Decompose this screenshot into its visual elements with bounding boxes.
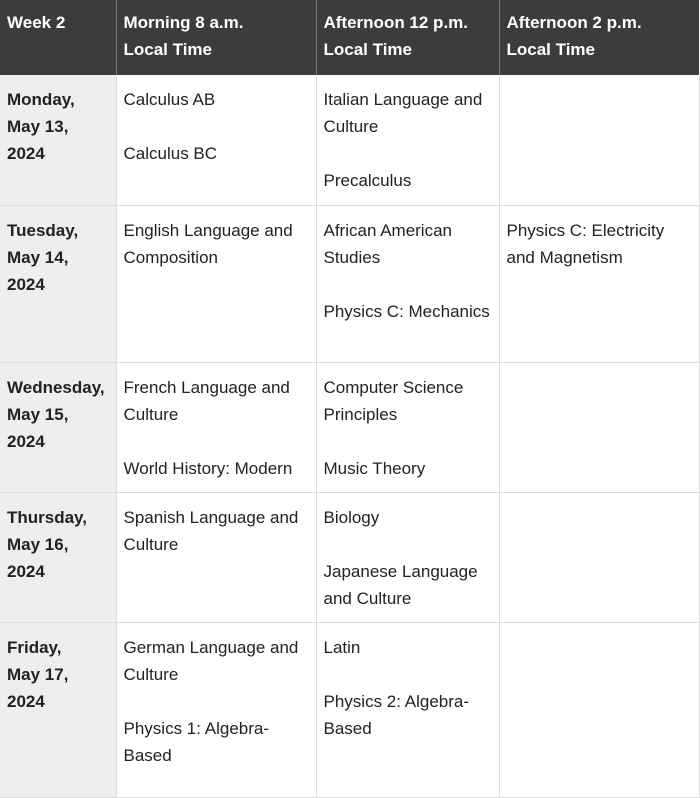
day-cell	[0, 492, 116, 622]
exam-entry: Calculus BC	[123, 144, 218, 163]
table-header	[0, 0, 699, 75]
exam-entry: World History: Modern	[123, 458, 293, 478]
header-afternoon-2-line-1: Afternoon 2 p.m.	[506, 13, 642, 32]
day-weekday: Thursday,	[7, 507, 87, 527]
header-afternoon-2-line-2: Local Time	[506, 40, 595, 59]
header-morning-line-1: Morning 8 a.m.	[123, 13, 244, 32]
morning-cell	[116, 492, 316, 622]
header-row	[0, 0, 699, 75]
table-row	[0, 362, 699, 492]
day-year: 2024	[7, 274, 45, 294]
day-cell	[0, 205, 116, 362]
day-cell	[0, 75, 116, 205]
day-cell	[0, 622, 116, 797]
exam-entry: Computer Science Principles	[323, 377, 464, 424]
day-year: 2024	[7, 431, 45, 451]
exam-entry: English Language and Composition	[123, 220, 293, 267]
exam-entry: Japanese Language and Culture	[323, 561, 478, 608]
exam-entry: Physics C: Electricity and Magnetism	[506, 220, 665, 267]
day-weekday: Wednesday,	[7, 377, 105, 397]
day-date: May 15,	[7, 404, 69, 424]
header-week-label: Week 2	[7, 13, 66, 32]
header-week	[0, 0, 116, 75]
morning-cell	[116, 205, 316, 362]
day-date: May 13,	[7, 117, 69, 136]
exam-entry: Music Theory	[323, 458, 426, 478]
header-afternoon-12	[316, 0, 499, 75]
header-afternoon-2	[499, 0, 699, 75]
noon-cell	[316, 75, 499, 205]
exam-entry: African American Studies	[323, 220, 452, 267]
noon-cell	[316, 622, 499, 797]
exam-entry: Physics C: Mechanics	[323, 301, 490, 321]
header-morning	[116, 0, 316, 75]
exam-entry: Biology	[323, 507, 380, 527]
day-cell	[0, 362, 116, 492]
exam-entry: Calculus AB	[123, 90, 216, 109]
day-date: May 17,	[7, 664, 69, 684]
header-afternoon-12-line-1: Afternoon 12 p.m.	[323, 13, 469, 32]
afternoon-cell	[499, 622, 699, 797]
day-weekday: Tuesday,	[7, 220, 79, 240]
day-weekday: Friday,	[7, 637, 62, 657]
exam-entry: Physics 2: Algebra-Based	[323, 691, 470, 738]
table-row	[0, 622, 699, 797]
exam-entry: Italian Language and Culture	[323, 90, 483, 136]
day-year: 2024	[7, 144, 45, 163]
day-date: May 14,	[7, 247, 69, 267]
noon-cell	[316, 362, 499, 492]
exam-entry: Spanish Language and Culture	[123, 507, 299, 554]
day-year: 2024	[7, 691, 45, 711]
morning-cell	[116, 622, 316, 797]
afternoon-cell	[499, 492, 699, 622]
table-row	[0, 75, 699, 205]
header-morning-line-2: Local Time	[123, 40, 212, 59]
exam-entry: Precalculus	[323, 171, 412, 190]
table-row	[0, 205, 699, 362]
exam-entry: French Language and Culture	[123, 377, 290, 424]
table-body	[0, 75, 699, 797]
noon-cell	[316, 492, 499, 622]
exam-entry: Physics 1: Algebra-Based	[123, 718, 270, 765]
afternoon-cell	[499, 75, 699, 205]
morning-cell	[116, 75, 316, 205]
morning-cell	[116, 362, 316, 492]
exam-entry: German Language and Culture	[123, 637, 299, 684]
exam-entry: Latin	[323, 637, 361, 657]
day-year: 2024	[7, 561, 45, 581]
afternoon-cell	[499, 205, 699, 362]
header-afternoon-12-line-2: Local Time	[323, 40, 412, 59]
table-row	[0, 492, 699, 622]
day-date: May 16,	[7, 534, 69, 554]
noon-cell	[316, 205, 499, 362]
afternoon-cell	[499, 362, 699, 492]
day-weekday: Monday,	[7, 90, 75, 109]
